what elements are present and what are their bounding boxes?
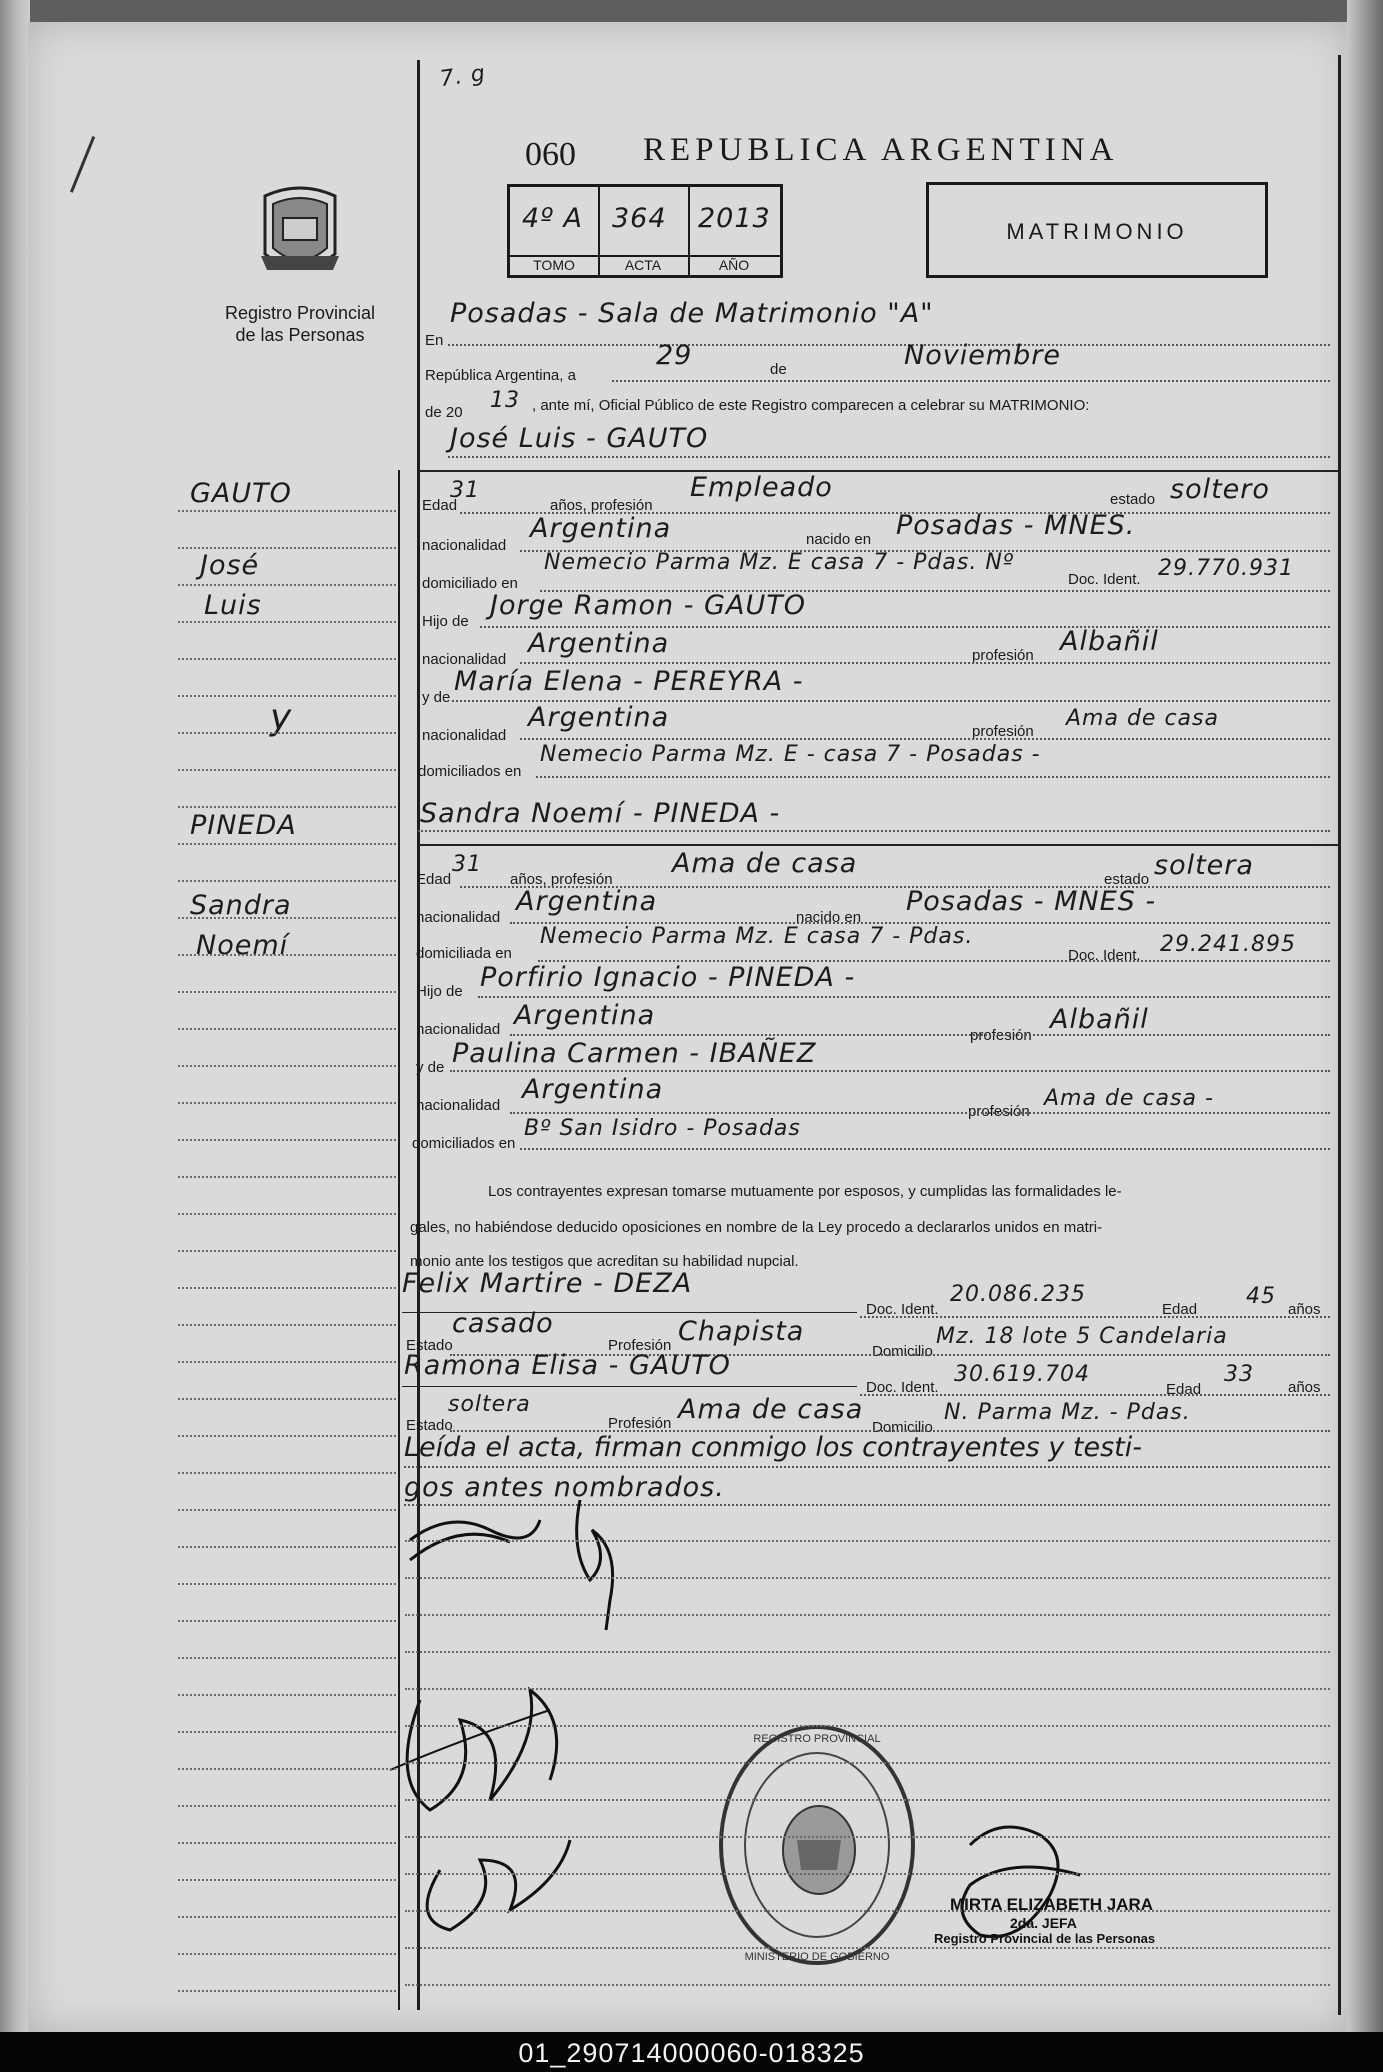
witness1-anios-label: años: [1288, 1301, 1321, 1318]
margin-blank-line: [178, 1065, 396, 1067]
blank-line: [405, 1873, 1330, 1875]
margin-blank-line: [178, 1102, 396, 1104]
witness1-name: Felix Martire - DEZA: [402, 1268, 693, 1299]
margin-blank-line: [178, 695, 396, 697]
officer-name: MIRTA ELIZABETH JARA: [950, 1895, 1154, 1914]
svg-text:REGISTRO PROVINCIAL: REGISTRO PROVINCIAL: [753, 1733, 881, 1745]
margin-blank-line: [178, 1398, 396, 1400]
margin-blank-line: [178, 1990, 396, 1992]
doc-type-box: [926, 182, 1268, 278]
blank-line: [405, 1725, 1330, 1727]
groom-mother-nac: Argentina: [528, 702, 670, 733]
line-b6: [450, 1070, 1330, 1072]
margin-groom-name2: Luis: [204, 590, 262, 621]
country-title: REPUBLICA ARGENTINA: [643, 132, 1119, 168]
line-place: [448, 344, 1330, 346]
groom-profesion: Empleado: [690, 472, 833, 503]
margin-bride-name2: Noemí: [196, 930, 289, 961]
line-b7: [510, 1112, 1330, 1114]
witness2-anios-label: años: [1288, 1379, 1321, 1396]
tomo-value: 4º A: [522, 203, 583, 234]
margin-blank-line: [178, 732, 396, 734]
bride-estado-label: estado: [1104, 871, 1150, 888]
line-g5: [520, 662, 1330, 664]
witness1-edad: 45: [1246, 1284, 1276, 1309]
intro-statement: , ante mí, Oficial Público de este Registro comparecen a celebrar su MATRIMONIO:: [532, 397, 1090, 414]
page-right-edge: [1347, 0, 1383, 2072]
groom-father-prof-label: profesión: [972, 647, 1034, 664]
margin-blank-line: [178, 584, 396, 586]
margin-blank-line: [178, 1213, 396, 1215]
witness1-dom-label: Domicilio: [872, 1343, 933, 1360]
bride-doc-label: Doc. Ident.: [1068, 947, 1141, 964]
witness1-edad-label: Edad: [1162, 1301, 1198, 1318]
anio-label: AÑO: [688, 255, 780, 277]
svg-text:MINISTERIO DE GOBIERNO: MINISTERIO DE GOBIERNO: [744, 1951, 890, 1963]
de20-label: de 20: [425, 404, 463, 421]
line-c1: [404, 1466, 1330, 1468]
groom-dom-label: domiciliado en: [422, 575, 518, 592]
bride-father-nac-label: nacionalidad: [416, 1021, 501, 1038]
witness1-doc: 20.086.235: [950, 1282, 1086, 1307]
groom-mother-nac-label: nacionalidad: [422, 727, 507, 744]
groom-domicilio: Nemecio Parma Mz. E casa 7 - Pdas. Nº: [544, 550, 1015, 575]
blank-line: [405, 1762, 1330, 1764]
blank-line: [405, 1910, 1330, 1912]
groom-nacido: Posadas - MNES.: [896, 510, 1136, 541]
witness1-estado: casado: [452, 1308, 554, 1339]
intro-de-label: de: [770, 361, 787, 378]
bride-father: Porfirio Ignacio - PINEDA -: [480, 962, 856, 993]
witness1-estado-label: Estado: [406, 1337, 453, 1354]
groom-full-name: José Luis - GAUTO: [450, 423, 709, 454]
bride-mother-nac-label: nacionalidad: [416, 1097, 501, 1114]
registry-stamp-icon: [715, 1720, 920, 1970]
witness2-name: Ramona Elisa - GAUTO: [404, 1350, 731, 1381]
en-label: En: [425, 332, 444, 349]
witness2-doc: 30.619.704: [954, 1362, 1090, 1387]
intro-month: Noviembre: [904, 340, 1061, 371]
groom-estado-label: estado: [1110, 491, 1156, 508]
blank-line: [405, 1540, 1330, 1542]
bride-profesion: Ama de casa: [672, 848, 858, 879]
line-b5: [510, 1034, 1330, 1036]
doc-type-label: MATRIMONIO: [1006, 219, 1188, 244]
line-date: [612, 380, 1330, 382]
groom-mother: María Elena - PEREYRA -: [454, 666, 804, 697]
margin-bride-surname: PINEDA: [190, 810, 297, 841]
margin-blank-line: [178, 1361, 396, 1363]
witness2-estado: soltera: [448, 1392, 531, 1417]
witness2-profesion: Ama de casa: [678, 1394, 864, 1425]
blank-line: [405, 1614, 1330, 1616]
intro-day: 29: [656, 340, 693, 371]
groom-parents-dom-label: domiciliados en: [418, 763, 522, 780]
bride-nac-label: nacionalidad: [416, 909, 501, 926]
margin-blank-line: [178, 769, 396, 771]
groom-father: Jorge Ramon - GAUTO: [490, 590, 806, 621]
bride-mother-prof: Ama de casa -: [1044, 1086, 1214, 1111]
groom-parents-dom: Nemecio Parma Mz. E - casa 7 - Posadas -: [540, 742, 1041, 767]
blank-line: [405, 1984, 1330, 1986]
witness1-profesion: Chapista: [678, 1316, 805, 1347]
groom-edad-label: Edad: [422, 497, 458, 514]
bride-edad-label: Edad: [416, 871, 452, 888]
witness1-doc-label: Doc. Ident.: [866, 1301, 939, 1318]
margin-blank-line: [178, 621, 396, 623]
margin-blank-line: [178, 1731, 396, 1733]
margin-blank-line: [178, 806, 396, 808]
margin-groom-name1: José: [200, 550, 260, 581]
bride-doc: 29.241.895: [1160, 932, 1296, 957]
bride-nacido: Posadas - MNES -: [906, 886, 1157, 917]
witness1-prof-label: Profesión: [608, 1337, 672, 1354]
blank-line: [405, 1836, 1330, 1838]
margin-blank-line: [178, 1028, 396, 1030]
declaration-line3: monio ante los testigos que acreditan su habilidad nupcial.: [410, 1253, 799, 1270]
binding-edge: [0, 0, 30, 2072]
bride-mother-nac: Argentina: [522, 1074, 664, 1105]
scan-footer: [0, 2032, 1383, 2072]
line-g7: [520, 738, 1330, 740]
margin-blank-line: [178, 880, 396, 882]
blank-line: [405, 1688, 1330, 1690]
intro-place: Posadas - Sala de Matrimonio "A": [450, 298, 934, 329]
republica-label: República Argentina, a: [425, 367, 576, 384]
margin-blank-line: [178, 1583, 396, 1585]
bride-yde-label: y de: [416, 1059, 445, 1076]
closing-line2: gos antes nombrados.: [404, 1472, 725, 1503]
margin-blank-line: [178, 843, 396, 845]
declaration-line1: Los contrayentes expresan tomarse mutuamente por esposos, y cumplidas las formalidades le-: [488, 1183, 1122, 1200]
registry-line1: Registro Provincial: [224, 303, 376, 323]
bride-edad: 31: [452, 852, 482, 877]
line-w1a: [860, 1316, 1330, 1318]
margin-blank-line: [178, 1768, 396, 1770]
blank-line: [405, 1799, 1330, 1801]
margin-blank-line: [178, 917, 396, 919]
margin-blank-line: [178, 1916, 396, 1918]
officer-org: Registro Provincial de las Personas: [934, 1931, 1156, 1946]
bride-parents-dom-label: domiciliados en: [412, 1135, 516, 1152]
margin-blank-line: [178, 1176, 396, 1178]
form-right-border: [1338, 55, 1341, 2015]
blank-line: [405, 1947, 1330, 1949]
groom-estado: soltero: [1170, 474, 1270, 505]
margin-blank-line: [178, 1805, 396, 1807]
margin-blank-line: [178, 1694, 396, 1696]
line-groom-name: [448, 456, 1330, 458]
closing-line1: Leída el acta, firman conmigo los contrayentes y testi-: [404, 1432, 1142, 1463]
margin-blank-line: [178, 1435, 396, 1437]
bride-section-rule: [418, 844, 1338, 846]
groom-doc-label: Doc. Ident.: [1068, 571, 1141, 588]
margin-blank-line: [178, 547, 396, 549]
witness2-rule: [402, 1386, 857, 1387]
acta-label: ACTA: [598, 255, 690, 277]
witness2-edad-label: Edad: [1166, 1381, 1202, 1398]
witness2-prof-label: Profesión: [608, 1415, 672, 1432]
groom-nac-label: nacionalidad: [422, 537, 507, 554]
line-w2a: [860, 1394, 1330, 1396]
bride-nacionalidad: Argentina: [516, 886, 658, 917]
officer-role: 2da. JEFA: [1010, 1915, 1077, 1931]
groom-anios-label: años, profesión: [550, 497, 653, 514]
margin-blank-line: [178, 658, 396, 660]
book-reference-box: [507, 184, 783, 278]
groom-section-rule: [418, 470, 1338, 472]
signatures-icon: [370, 1480, 690, 1940]
groom-nacido-label: nacido en: [806, 531, 872, 548]
line-g8: [536, 776, 1330, 778]
bride-domicilio: Nemecio Parma Mz. E casa 7 - Pdas.: [540, 924, 974, 949]
margin-blank-line: [178, 1546, 396, 1548]
witness2-doc-label: Doc. Ident.: [866, 1379, 939, 1396]
margin-blank-line: [178, 1139, 396, 1141]
bride-mother: Paulina Carmen - IBAÑEZ: [452, 1038, 817, 1069]
margin-conj: y: [270, 697, 293, 738]
groom-nacionalidad: Argentina: [530, 513, 672, 544]
witness1-domicilio: Mz. 18 lote 5 Candelaria: [936, 1324, 1228, 1349]
blank-line: [405, 1651, 1330, 1653]
groom-mother-prof-label: profesión: [972, 723, 1034, 740]
bride-nacido-label: nacido en: [796, 909, 862, 926]
groom-yde-label: y de: [422, 689, 451, 706]
margin-blank-line: [178, 1250, 396, 1252]
groom-father-nac: Argentina: [528, 628, 670, 659]
bride-anios-label: años, profesión: [510, 871, 613, 888]
margin-blank-line: [178, 1842, 396, 1844]
bride-hijo-label: Hijo de: [416, 983, 463, 1000]
margin-blank-line: [178, 510, 396, 512]
bride-father-prof: Albañil: [1050, 1004, 1149, 1035]
margin-blank-line: [178, 1620, 396, 1622]
witness2-dom-label: Domicilio: [872, 1419, 933, 1436]
province-coat-of-arms-icon: [255, 184, 345, 284]
scan-id: 01_290714000060-018325: [518, 2038, 865, 2068]
record-number: 060: [525, 136, 576, 173]
margin-blank-line: [178, 991, 396, 993]
registry-label: [210, 302, 390, 346]
registry-line2: de las Personas: [235, 325, 365, 345]
groom-doc: 29.770.931: [1158, 556, 1294, 581]
margin-blank-line: [178, 1657, 396, 1659]
line-b8: [520, 1148, 1330, 1150]
declaration-line2: gales, no habiéndose deducido oposiciones en nombre de la Ley procedo a declararlos unidos en matri-: [410, 1219, 1103, 1236]
margin-blank-line: [178, 1287, 396, 1289]
acta-value: 364: [612, 203, 667, 234]
tomo-label: TOMO: [510, 255, 600, 277]
line-bride-name: [418, 830, 1330, 832]
margin-groom-surname: GAUTO: [190, 478, 292, 509]
tomo-cell: [510, 187, 600, 255]
margin-blank-line: [178, 1953, 396, 1955]
witness2-estado-label: Estado: [406, 1417, 453, 1434]
bride-parents-dom: Bº San Isidro - Posadas: [524, 1116, 801, 1141]
witness2-edad: 33: [1224, 1362, 1254, 1387]
groom-mother-prof: Ama de casa: [1066, 706, 1219, 731]
acta-cell: [598, 187, 690, 255]
anio-cell: [688, 187, 780, 255]
groom-father-prof: Albañil: [1060, 626, 1159, 657]
bride-father-nac: Argentina: [514, 1000, 656, 1031]
margin-blank-line: [178, 1324, 396, 1326]
bride-father-prof-label: profesión: [970, 1027, 1032, 1044]
bride-mother-prof-label: profesión: [968, 1103, 1030, 1120]
margin-bride-name1: Sandra: [190, 890, 292, 921]
groom-father-nac-label: nacionalidad: [422, 651, 507, 668]
intro-year: 13: [490, 388, 520, 413]
witness2-domicilio: N. Parma Mz. - Pdas.: [944, 1400, 1191, 1425]
officer-block: [934, 1895, 1171, 1946]
bride-full-name: Sandra Noemí - PINEDA -: [420, 798, 781, 829]
groom-hijo-label: Hijo de: [422, 613, 469, 630]
margin-blank-line: [178, 1509, 396, 1511]
groom-edad: 31: [450, 478, 480, 503]
margin-blank-line: [178, 1879, 396, 1881]
anio-value: 2013: [698, 203, 771, 234]
blank-line: [405, 1577, 1330, 1579]
corner-note: 7. g: [438, 60, 488, 93]
line-b4: [478, 996, 1330, 998]
margin-blank-line: [178, 1472, 396, 1474]
margin-blank-line: [178, 954, 396, 956]
bride-estado: soltera: [1154, 850, 1254, 881]
bride-dom-label: domiciliada en: [416, 945, 512, 962]
